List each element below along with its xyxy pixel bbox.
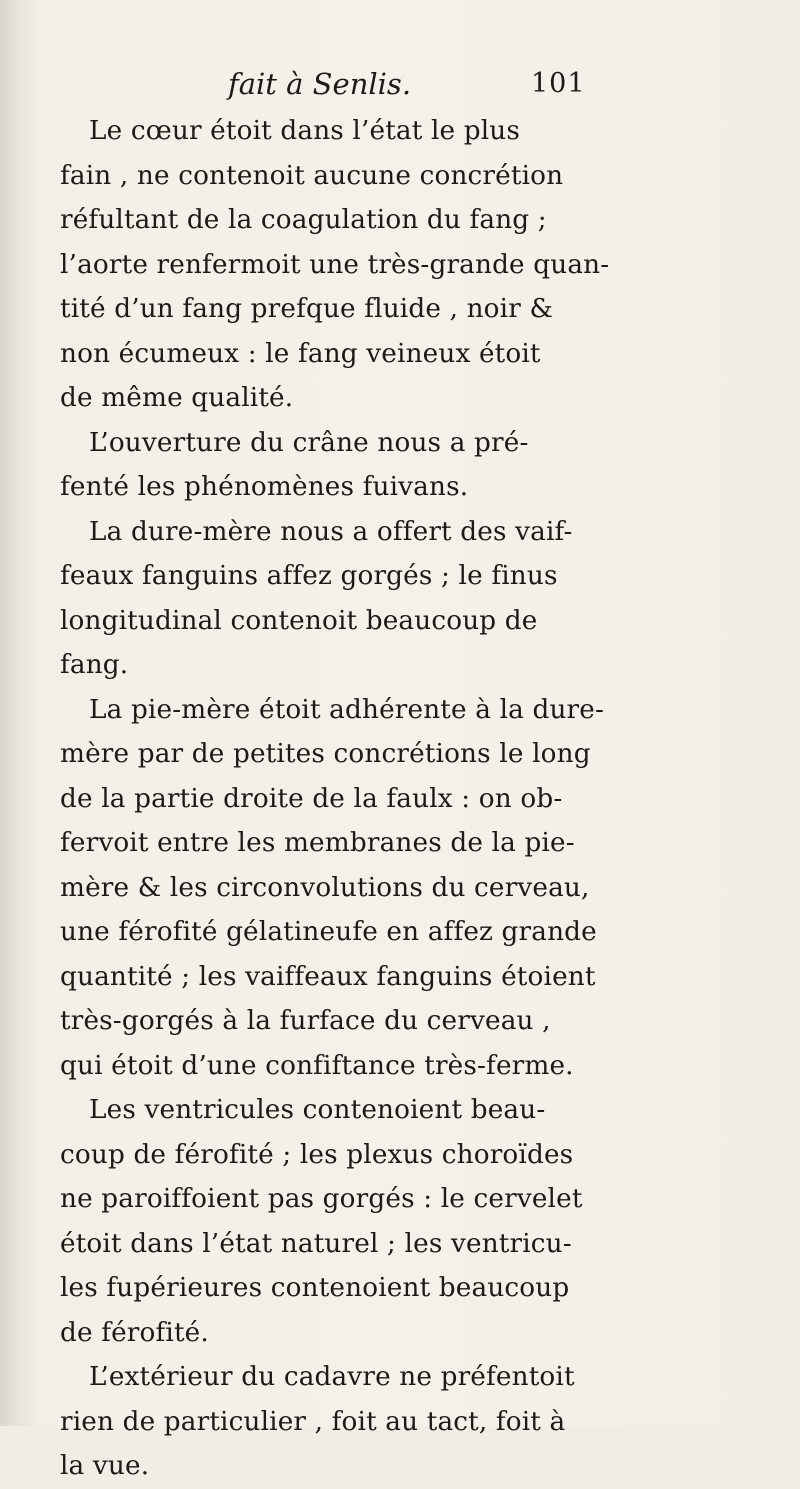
text-line: fenté les phénomènes fuivans.: [60, 472, 469, 502]
text-line: la vue.: [60, 1451, 150, 1481]
body-text: [60, 109, 760, 1489]
text-line: coup de férofité ; les plexus choroïdes: [60, 1139, 574, 1170]
text-line: une férofité gélatineufe en affez grande: [60, 917, 597, 947]
text-line: L’ouverture du crâne nous a pré-: [89, 427, 529, 458]
text-line: fain , ne contenoit aucune concrétion: [60, 160, 564, 191]
text-line: ne paroiffoient pas gorgés : le cervelet: [60, 1184, 583, 1214]
page-header: [0, 62, 800, 106]
text-line: L’extérieur du cadavre ne préfentoit: [89, 1362, 575, 1392]
text-line: La pie-mère étoit adhérente à la dure-: [89, 694, 605, 725]
text-line: de même qualité.: [60, 383, 294, 413]
text-line: étoit dans l’état naturel ; les ventricu-: [60, 1228, 572, 1259]
text-line: très-gorgés à la furface du cerveau ,: [60, 1006, 551, 1036]
text-line: feaux fanguins affez gorgés ; le finus: [60, 561, 558, 591]
page-number: 101: [531, 68, 586, 99]
text-line: Les ventricules contenoient beau-: [89, 1095, 546, 1125]
text-line: fervoit entre les membranes de la pie-: [60, 828, 575, 858]
text-line: tité d’un fang prefque fluide , noir &: [60, 294, 554, 324]
page-binding-shadow: [0, 0, 36, 1426]
text-line: La dure-mère nous a offert des vaif-: [89, 516, 573, 547]
text-line: qui étoit d’une confiftance très-ferme.: [60, 1050, 574, 1081]
text-line: quantité ; les vaiffeaux fanguins étoient: [60, 961, 596, 992]
text-line: mère par de petites concrétions le long: [60, 739, 591, 769]
text-line: l’aorte renfermoit une très-grande quan-: [60, 249, 610, 280]
text-line: de la partie droite de la faulx : on ob-: [60, 783, 563, 814]
text-line: les fupérieures contenoient beaucoup: [60, 1273, 570, 1303]
text-line: longitudinal contenoit beaucoup de: [60, 605, 538, 636]
text-line: non écumeux : le fang veineux étoit: [60, 338, 541, 369]
running-title: fait à Senlis.: [228, 67, 412, 101]
text-line: Le cœur étoit dans l’état le plus: [89, 116, 521, 146]
text-line: de férofité.: [60, 1317, 209, 1348]
text-line: réfultant de la coagulation du fang ;: [60, 205, 547, 235]
text-line: mère & les circonvolutions du cerveau,: [60, 872, 590, 903]
text-line: rien de particulier , foit au tact, foit à: [60, 1406, 566, 1437]
text-line: fang.: [60, 650, 129, 680]
